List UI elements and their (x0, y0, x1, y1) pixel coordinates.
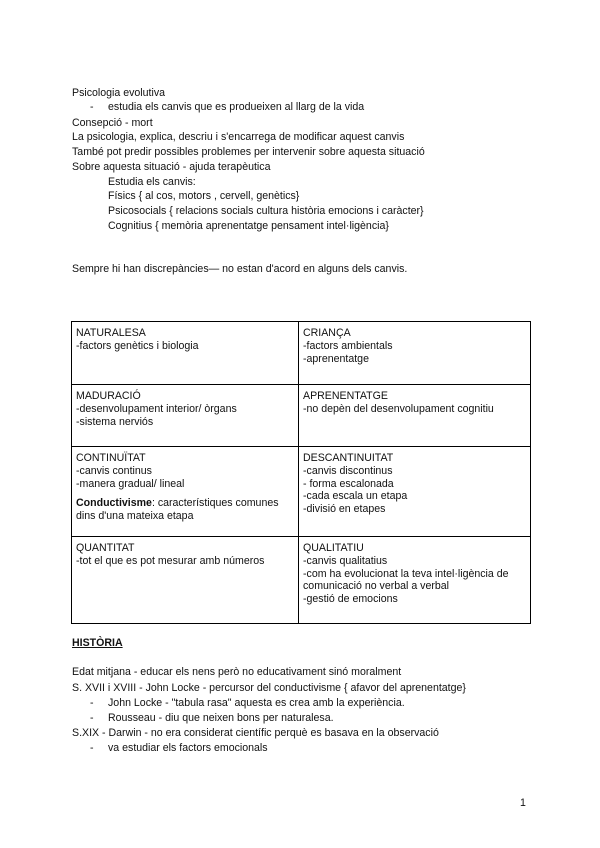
table-row (72, 447, 531, 537)
text-line: S. XVII i XVIII - John Locke - percursor del conductivisme { afavor del aprenentatge} (72, 682, 466, 694)
text-line: Estudia els canvis: (108, 176, 196, 188)
cell-title: NATURALESA (76, 327, 146, 339)
cell-item: -cada escala un etapa (303, 490, 408, 503)
cell-title: QUALITATIU (303, 542, 364, 554)
cell-item: -canvis continus (76, 464, 152, 477)
table-row (72, 385, 531, 447)
cell-item: -manera gradual/ lineal (76, 477, 185, 490)
table-cell (72, 385, 299, 447)
bullet-text: va estudiar els factors emocionals (108, 742, 268, 754)
text-line: Cognitius { memòria aprenentatge pensament intel·ligència} (108, 220, 389, 232)
bullet-dash: - (90, 101, 94, 113)
cell-item: -tot el que es pot mesurar amb números (76, 554, 265, 567)
table-cell (299, 322, 531, 385)
table-cell (299, 447, 531, 537)
text-line: Edat mitjana - educar els nens però no educativament sinó moralment (72, 666, 402, 678)
bullet-dash: - (90, 742, 94, 754)
cell-item: -factors genètics i biologia (76, 339, 199, 352)
cell-item: - forma escalonada (303, 477, 394, 490)
cell-title: APRENENTATGE (303, 390, 388, 402)
cell-item: -canvis discontinus (303, 464, 393, 477)
cell-item: -canvis qualitatius (303, 554, 388, 567)
table-row (72, 322, 531, 385)
cell-item: -aprenentatge (303, 352, 369, 365)
table-cell (299, 537, 531, 624)
cell-item: -factors ambientals (303, 339, 393, 352)
cell-item: -desenvolupament interior/ òrgans (76, 402, 237, 415)
text-line: Físics { al cos, motors , cervell, genètics} (108, 190, 300, 202)
text-line: Psicosocials { relacions socials cultura història emocions i caràcter} (108, 205, 424, 217)
text-line: S.XIX - Darwin - no era considerat científic perquè es basava en la observació (72, 727, 439, 739)
comparison-table (71, 321, 531, 624)
table-cell (72, 537, 299, 624)
table-cell (72, 447, 299, 537)
cell-item: -sistema nerviós (76, 415, 154, 428)
text-line: Consepció - mort (72, 117, 153, 129)
bullet-text: John Locke - "tabula rasa" aquesta es crea amb la experiència. (108, 697, 405, 709)
bullet-dash: - (90, 697, 94, 709)
cell-title: CRIANÇA (303, 327, 351, 339)
text-line: També pot predir possibles problemes per intervenir sobre aquesta situació (72, 146, 425, 158)
cell-title: CONTINUÏTAT (76, 452, 146, 464)
cell-item: -gestió de emocions (303, 593, 398, 606)
note-text: : característiques comunes dins d'una mateixa etapa (76, 497, 279, 523)
cell-note (76, 497, 294, 523)
section-title: Psicologia evolutiva (72, 87, 166, 99)
table-cell (72, 322, 299, 385)
bullet-text: estudia els canvis que es produeixen al llarg de la vida (108, 101, 365, 113)
text-line: Sobre aquesta situació - ajuda terapèutica (72, 161, 271, 173)
cell-item: -divisió en etapes (303, 503, 386, 516)
cell-title: DESCANTINUITAT (303, 452, 394, 464)
bullet-text: Rousseau - diu que neixen bons per naturalesa. (108, 712, 334, 724)
table-cell (299, 385, 531, 447)
cell-item: -no depèn del desenvolupament cognitiu (303, 402, 494, 415)
text-line: La psicologia, explica, descriu i s'encarrega de modificar aquest canvis (72, 131, 405, 143)
note-term: Conductivisme (76, 497, 152, 510)
cell-title: MADURACIÓ (76, 390, 141, 402)
text-line: Sempre hi han discrepàncies— no estan d'acord en alguns dels canvis. (72, 263, 408, 275)
cell-item: -com ha evolucionat la teva intel·ligència de comunicació no verbal a verbal (303, 567, 509, 593)
bullet-dash: - (90, 712, 94, 724)
cell-title: QUANTITAT (76, 542, 135, 554)
page-number: 1 (520, 797, 526, 809)
history-heading: HISTÒRIA (72, 637, 123, 649)
table-row (72, 537, 531, 624)
